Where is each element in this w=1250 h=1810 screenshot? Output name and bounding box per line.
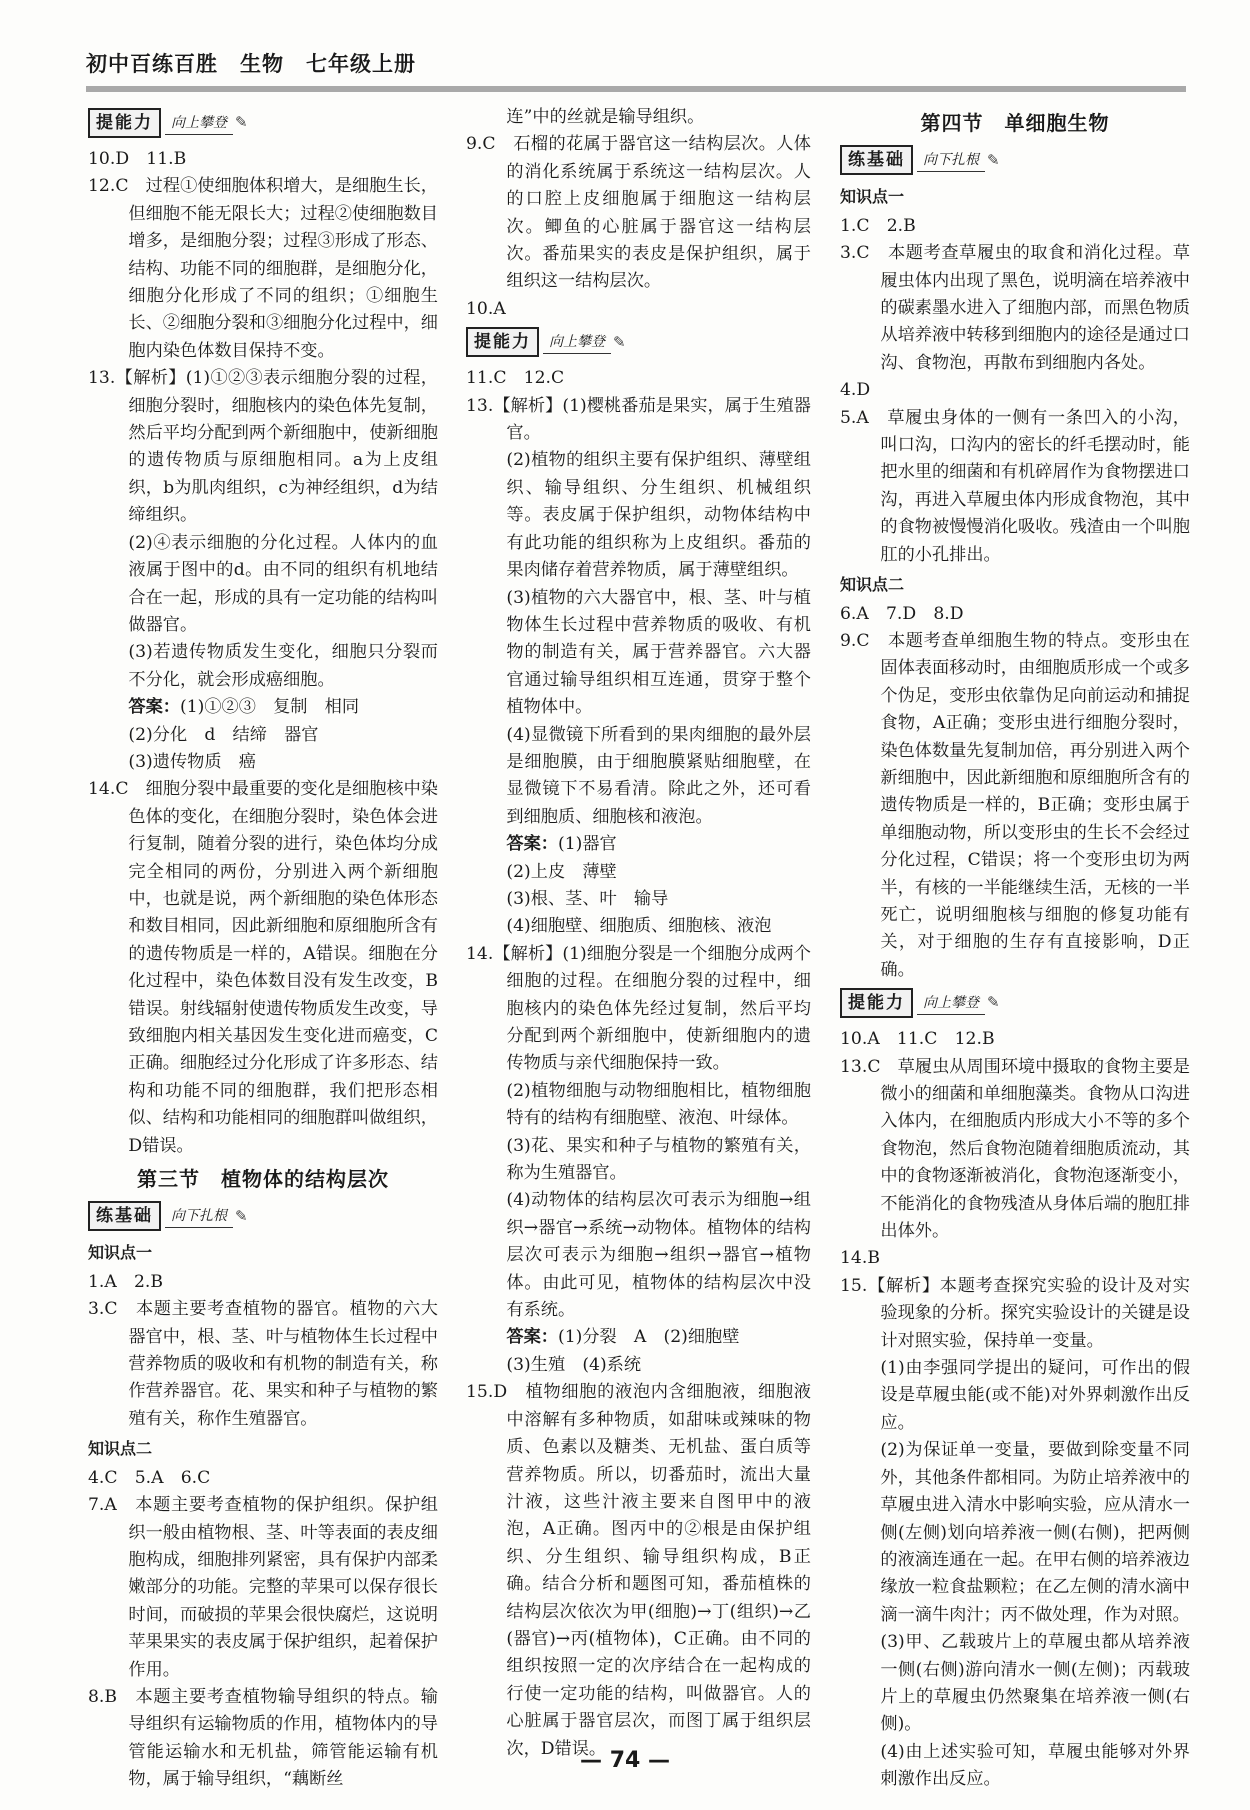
improve-badge — [840, 988, 1190, 1018]
answer-item: 14.C 细胞分裂中最重要的变化是细胞核中染色体的变化，在细胞分裂时，染色体会进行复制，随着分裂的进行，染色体均分成完全相同的两份，分别进入两个新细胞中，也就是说，两个新细胞的染色体形态和数目相同，因此新细胞和原细胞所含有的遗传物质是一样的，A错误。细胞在分化过程中，染色体数目没有发生改变，B错误。射线辐射使遗传物质发生改变，导致细胞内相关基因发生变化进而癌变，C正确。细胞经过分化形成了许多形态、结构和功能不同的细胞群，我们把形态相似、结构和功能相同的细胞群叫做组织，D错误。 — [88, 779, 438, 1156]
answer-item: 7.A 本题主要考查植物的保护组织。保护组织一般由植物根、茎、叶等表面的表皮细胞构成，细胞排列紧密，具有保护内部柔嫩部分的功能。完整的苹果可以保存很长时间，而破损的苹果会很快腐烂，这说明苹果果实的表皮属于保护组织，起着保护作用。 — [88, 1495, 438, 1680]
answer-item: 1.A 2.B — [88, 1271, 164, 1292]
answer-paragraph: 连”中的丝就是输导组织。 — [506, 107, 705, 127]
knowledge-point-heading: 知识点一 — [88, 1243, 153, 1263]
answer-text: (1)①②③ 复制 相同 — [179, 697, 360, 718]
answer-paragraph: (3)甲、乙载玻片上的草履虫都从培养液一侧(右侧)游向清水一侧(左侧)；丙载玻片上的草履虫仍然聚集在培养液一侧(右侧)。 — [880, 1632, 1190, 1735]
quill-icon: ✎ — [987, 150, 1000, 169]
answer-item: 6.A 7.D 8.D — [840, 603, 964, 624]
knowledge-point-heading: 知识点二 — [88, 1439, 153, 1459]
subject-name: 生物 — [240, 52, 284, 76]
answer-item: 8.B 本题主要考查植物输导组织的特点。输导组织有运输物质的作用，植物体内的导管能运输水和无机盐，筛管能运输有机物，属于输导组织，“藕断丝 — [88, 1686, 438, 1790]
answer-item: 11.C 12.C — [466, 368, 565, 389]
answer-label: 答案： — [506, 1327, 558, 1348]
knowledge-point-heading: 知识点一 — [840, 187, 905, 207]
book-name: 初中百练百胜 — [86, 52, 218, 76]
header-rule — [86, 86, 1186, 92]
answer-line: (4)细胞壁、细胞质、细胞核、液泡 — [506, 916, 772, 937]
answer-label: 答案： — [506, 834, 558, 855]
answer-paragraph: (2)为保证单一变量，要做到除变量不同外，其他条件都相同。为防止培养液中的草履虫进入清水中影响实验，应从清水一侧(左侧)划向培养液一侧(右侧)，把两侧的液滴连通在一起。在甲右侧的培养液边缘放一粒食盐颗粒；在乙左侧的清水滴中滴一滴牛肉汁；丙不做处理，作为对照。 — [880, 1440, 1190, 1625]
answer-paragraph: (2)④表示细胞的分化过程。人体内的血液属于图中的d。由不同的组织有机地结合在一起，形成的具有一定功能的结构叫做器官。 — [128, 532, 438, 635]
answer-line: (2)分化 d 结缔 器官 — [128, 724, 319, 745]
answer-item: 9.C 石榴的花属于器官这一结构层次。人体的消化系统属于系统这一结构层次。人的口腔上皮细胞属于细胞这一结构层次。鲫鱼的心脏属于器官这一结构层次。番茄果实的表皮是保护组织，属于组织这一结构层次。 — [466, 134, 811, 292]
badge-label: 提能力 — [466, 327, 539, 357]
column-3 — [840, 104, 1190, 1794]
badge-label: 提能力 — [88, 108, 161, 138]
answer-item: 4.D — [840, 380, 871, 401]
answer-item: 13.C 草履虫从周围环境中摄取的食物主要是微小的细菌和单细胞藻类。食物从口沟进入体内，在细胞质内形成大小不等的多个食物泡，然后食物泡随着细胞质流动，其中的食物逐渐被消化，食物泡逐渐变小，不能消化的食物残渣从身体后端的胞肛排出体外。 — [840, 1056, 1190, 1242]
badge-label: 提能力 — [840, 988, 913, 1018]
quill-icon: ✎ — [987, 993, 1000, 1012]
answer-label: 答案： — [128, 697, 180, 718]
answer-item: 14.B — [840, 1248, 880, 1269]
answer-line — [88, 694, 438, 721]
grade-name: 七年级上册 — [306, 52, 416, 76]
answer-paragraph: (4)显微镜下所看到的果肉细胞的最外层是细胞膜，由于细胞膜紧贴细胞壁，在显微镜下不易看清。除此之外，还可看到细胞质、细胞核和液泡。 — [506, 724, 811, 827]
answer-item: 13.【解析】(1)樱桃番茄是果实，属于生殖器官。 — [466, 395, 811, 444]
answer-paragraph: (2)植物细胞与动物细胞相比，植物细胞特有的结构有细胞壁、液泡、叶绿体。 — [506, 1080, 811, 1129]
answer-paragraph: (4)由上述实验可知，草履虫能够对外界刺激作出反应。 — [880, 1741, 1190, 1790]
answer-item: 5.A 草履虫身体的一侧有一条凹入的小沟，叫口沟，口沟内的密长的纤毛摆动时，能把水里的细菌和有机碎屑作为食物摆进口沟，再进入草履虫体内形成食物泡，其中的食物被慢慢消化吸收。残渣由一个叫胞肛的小孔排出。 — [840, 407, 1190, 565]
badge-tag: 向上攀登 — [543, 331, 611, 354]
answer-item: 15.D 植物细胞的液泡内含细胞液，细胞液中溶解有多种物质，如甜味或辣味的物质、色素以及糖类、无机盐、蛋白质等营养物质。所以，切番茄时，流出大量汁液，这些汁液主要来自图甲中的液泡，A正确。图丙中的②根是由保护组织、分生组织、输导组织构成，B正确。结合分析和题图可知，番茄植株的结构层次依次为甲(细胞)→丁(组织)→乙(器官)→丙(植物体)，C正确。由不同的组织按照一定的次序结合在一起构成的行使一定功能的结构，叫做器官。人的心脏属于器官层次，而图丁属于组织层次，D错误。 — [466, 1382, 811, 1759]
column-2 — [466, 104, 811, 1763]
page-number: — 74 — — [580, 1748, 670, 1773]
badge-tag: 向上攀登 — [917, 992, 985, 1015]
section-title: 第四节 单细胞生物 — [920, 111, 1110, 135]
answer-paragraph: (3)花、果实和种子与植物的繁殖有关，称为生殖器官。 — [506, 1135, 811, 1184]
answer-item: 13.【解析】(1)①②③表示细胞分裂的过程，细胞分裂时，细胞核内的染色体先复制，然后平均分配到两个新细胞中，使新细胞的遗传物质与原细胞相同。a为上皮组织，b为肌肉组织，c为神经组织，d为结缔组织。 — [88, 368, 438, 526]
quill-icon: ✎ — [613, 332, 626, 351]
quill-icon: ✎ — [235, 113, 248, 132]
basic-badge — [88, 1201, 438, 1231]
badge-label: 练基础 — [840, 145, 913, 175]
answer-item: 3.C 本题主要考查植物的器官。植物的六大器官中，根、茎、叶与植物体生长过程中营养物质的吸收和有机物的制造有关，称作营养器官。花、果实和种子与植物的繁殖有关，称作生殖器官。 — [88, 1299, 438, 1429]
knowledge-point-heading: 知识点二 — [840, 575, 905, 595]
answer-item: 12.C 过程①使细胞体积增大，是细胞生长，但细胞不能无限长大；过程②使细胞数目增多，是细胞分裂；过程③形成了形态、结构、功能不同的细胞群，是细胞分化，细胞分化形成了不同的组织；①细胞生长、②细胞分裂和③细胞分化过程中，细胞内染色体数目保持不变。 — [88, 176, 438, 361]
answer-item: 15.【解析】本题考查探究实验的设计及对实验现象的分析。探究实验设计的关键是设计对照实验，保持单一变量。 — [840, 1275, 1190, 1351]
basic-badge — [840, 145, 1190, 175]
answer-item: 10.A — [466, 298, 506, 319]
improve-badge — [88, 108, 438, 138]
answer-paragraph: (2)植物的组织主要有保护组织、薄壁组织、输导组织、分生组织、机械组织等。表皮属于保护组织，动物体结构中有此功能的组织称为上皮组织。番茄的果肉储存着营养物质，属于薄壁组织。 — [506, 450, 811, 581]
answer-item: 9.C 本题考查单细胞生物的特点。变形虫在固体表面移动时，由细胞质形成一个或多个伪足，变形虫依靠伪足向前运动和捕捉食物，A正确；变形虫进行细胞分裂时，染色体数量先复制加倍，再分别进入两个新细胞中，因此新细胞和原细胞所含有的遗传物质是一样的，B正确；变形虫属于单细胞动物，所以变形虫的生长不会经过分化过程，C错误；将一个变形虫切为两半，有核的一半能继续生活，无核的一半死亡，说明细胞核与细胞的修复功能有关，对于细胞的生存有直接影响，D正确。 — [840, 630, 1190, 980]
badge-tag: 向下扎根 — [917, 149, 985, 172]
answer-line: (2)上皮 薄壁 — [506, 861, 617, 882]
answer-paragraph: (3)植物的六大器官中，根、茎、叶与植物体生长过程中营养物质的吸收、有机物的制造有关，属于营养器官。六大器官通过输导组织相互连通，贯穿于整个植物体中。 — [506, 587, 811, 718]
answer-line: (3)根、茎、叶 输导 — [506, 888, 669, 909]
answer-paragraph: (1)由李强同学提出的疑问，可作出的假设是草履虫能(或不能)对外界刺激作出反应。 — [880, 1358, 1190, 1433]
badge-label: 练基础 — [88, 1201, 161, 1231]
column-1 — [88, 104, 438, 1794]
section-title: 第三节 植物体的结构层次 — [137, 1167, 389, 1192]
answer-text: (1)分裂 A (2)细胞壁 — [557, 1327, 740, 1348]
answer-line — [466, 1324, 811, 1351]
answer-item: 10.D 11.B — [88, 149, 187, 169]
answer-line: (3)生殖 (4)系统 — [506, 1354, 642, 1375]
improve-badge — [466, 327, 811, 357]
answer-item: 14.【解析】(1)细胞分裂是一个细胞分成两个细胞的过程。在细胞分裂的过程中，细胞核内的染色体先经过复制，然后平均分配到两个新细胞中，使新细胞内的遗传物质与亲代细胞保持一致。 — [466, 943, 811, 1074]
answer-item: 4.C 5.A 6.C — [88, 1467, 211, 1488]
answer-line: (3)遗传物质 癌 — [128, 751, 256, 772]
answer-item: 3.C 本题考查草履虫的取食和消化过程。草履虫体内出现了黑色，说明滴在培养液中的碳素墨水进入了细胞内部，而黑色物质从培养液中转移到细胞内的途径是通过口沟、食物泡，再散布到细胞内各处。 — [840, 243, 1190, 373]
badge-tag: 向下扎根 — [165, 1205, 233, 1228]
answer-paragraph: (4)动物体的结构层次可表示为细胞→组织→器官→系统→动物体。植物体的结构层次可表示为细胞→组织→器官→植物体。由此可见，植物体的结构层次中没有系统。 — [506, 1190, 811, 1321]
answer-item: 10.A 11.C 12.B — [840, 1029, 995, 1050]
badge-tag: 向上攀登 — [165, 112, 233, 135]
header-title — [86, 48, 1186, 78]
answer-item: 1.C 2.B — [840, 215, 916, 236]
answer-line — [466, 831, 811, 858]
quill-icon: ✎ — [235, 1206, 248, 1225]
answer-text: (1)器官 — [557, 834, 617, 855]
page-header — [86, 48, 1186, 82]
answer-paragraph: (3)若遗传物质发生变化，细胞只分裂而不分化，就会形成癌细胞。 — [128, 642, 438, 690]
